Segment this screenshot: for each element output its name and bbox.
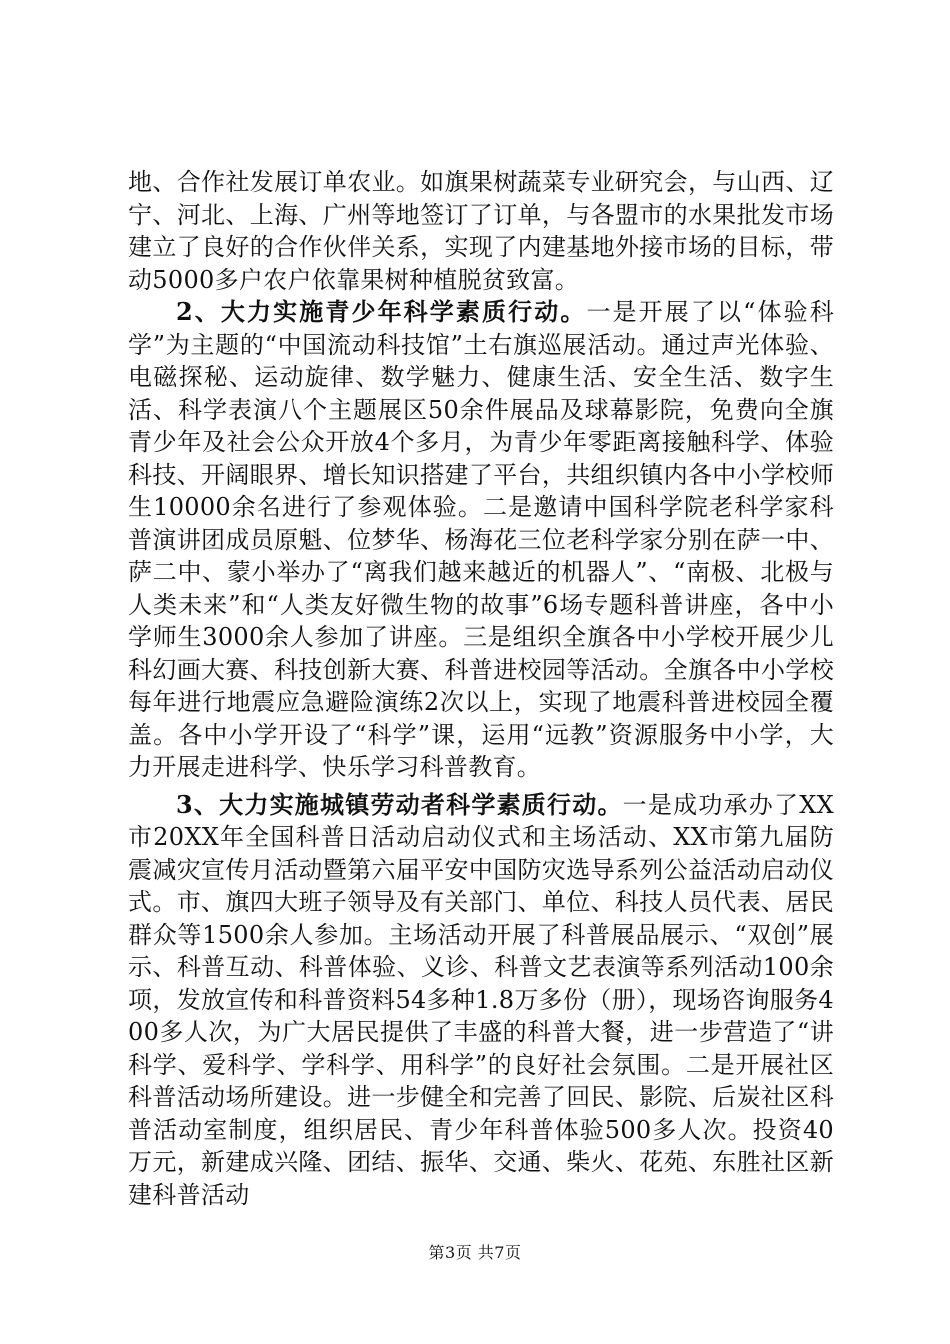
document-body <box>128 166 834 1211</box>
paragraph-2 <box>128 296 834 784</box>
paragraph-2-heading: 2、大力实施青少年科学素质行动。 <box>176 297 587 326</box>
paragraph-3-text: 一是成功承办了XX市20XX年全国科普日活动启动仪式和主场活动、XX市第九届防震减灾宣传月活动暨第六届平安中国防灾选导系列公益活动启动仪式。市、旗四大班子领导及有关部门、单位、科技人员代表、居民群众等1500余人参加。主场活动开展了科普展品展示、“双创”展示、科普互动、科普体验、义诊、科普文艺表演等系列活动100余项，发放宣传和科普资料54多种1.8万多份（册），现场咨询服务400多人次，为广大居民提供了丰盛的科普大餐，进一步营造了“讲科学、爱科学、学科学、用科学”的良好社会氛围。二是开展社区科普活动场所建设。进一步健全和完善了回民、影院、后炭社区科普活动室制度，组织居民、青少年科普体验500多人次。投资40万元，新建成兴隆、团结、振华、交通、柴火、花苑、东胜社区新建科普活动 <box>128 790 834 1209</box>
paragraph-1 <box>128 166 834 296</box>
paragraph-3 <box>128 789 834 1212</box>
page-number-footer: 第3页 共7页 <box>428 1243 522 1262</box>
paragraph-3-heading: 3、大力实施城镇劳动者科学素质行动。 <box>176 789 623 819</box>
paragraph-2-text: 一是开展了以“体验科学”为主题的“中国流动科技馆”土右旗巡展活动。通过声光体验、电磁探秘、运动旋律、数学魅力、健康生活、安全生活、数字生活、科学表演八个主题展区50余件展品及球幕影院，免费向全旗青少年及社会公众开放4个多月，为青少年零距离接触科学、体验科技、开阔眼界、增长知识搭建了平台，共组织镇内各中小学校师生10000余名进行了参观体验。二是邀请中国科学院老科学家科普演讲团成员原魁、位梦华、杨海花三位老科学家分别在萨一中、萨二中、蒙小举办了“离我们越来越近的机器人”、“南极、北极与人类未来”和“人类友好微生物的故事”6场专题科普讲座，各中小学师生3000余人参加了讲座。三是组织全旗各中小学校开展少儿科幻画大赛、科技创新大赛、科普进校园等活动。全旗各中小学校每年进行地震应急避险演练2次以上，实现了地震科普进校园全覆盖。各中小学开设了“科学”课，运用“远教”资源服务中小学，大力开展走进科学、快乐学习科普教育。 <box>128 298 835 781</box>
paragraph-1-text: 地、合作社发展订单农业。如旗果树蔬菜专业研究会，与山西、辽宁、河北、上海、广州等地签订了订单，与各盟市的水果批发市场建立了良好的合作伙伴关系，实现了内建基地外接市场的目标，带动5000多户农户依靠果树种植脱贫致富。 <box>128 168 834 294</box>
